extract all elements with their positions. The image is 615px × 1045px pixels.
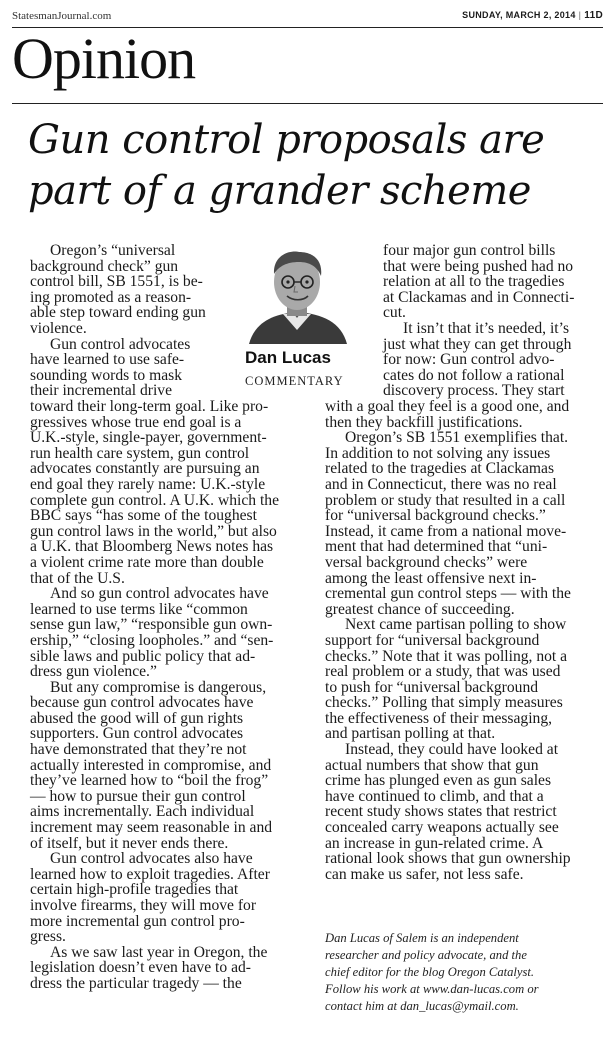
issue-date: SUNDAY, MARCH 2, 2014 (462, 10, 576, 20)
article-line: because gun control advocates have (30, 694, 254, 712)
article-line: learned to use terms like “common (30, 600, 248, 618)
article-line: that of the U.S. (30, 569, 125, 587)
article-line: the effectiveness of their messaging, (325, 709, 553, 727)
article-line: recent study shows states that restrict (325, 803, 557, 821)
article-line: increment may seem reasonable in and (30, 819, 273, 837)
article-line: toward their long-term goal. Like pro- (30, 398, 269, 415)
article-column-left (30, 399, 318, 992)
article-line: real problem or a study, that was used (325, 663, 561, 681)
article-line: BBC says “has some of the toughest (30, 507, 257, 525)
article-line: actual numbers that show that gun (325, 756, 539, 774)
headline-line-1: Gun control proposals are (28, 117, 545, 163)
article-line: able step toward ending gun (30, 304, 206, 322)
article-line: of itself, but it never ends there. (30, 834, 229, 852)
article-line: dress gun violence.” (30, 663, 157, 681)
bio-line: Dan Lucas of Salem is an independent (325, 931, 519, 945)
article-line: a violent crime rate more than double (30, 553, 264, 571)
article-line: And so gun control advocates have (50, 585, 269, 603)
article-line: certain high-profile tragedies that (30, 881, 239, 899)
bio-line: chief editor for the blog Oregon Catalyst. (325, 965, 535, 979)
article-line: checks.” Note that it was polling, not a (325, 647, 568, 665)
article-line: their incremental drive (30, 382, 173, 400)
article-line: cates do not follow a rational (383, 366, 565, 384)
article-line: supporters. Gun control advocates (30, 725, 244, 743)
article-line: versal background checks” were (325, 553, 528, 571)
bio-line: researcher and policy advocate, and the (325, 948, 527, 962)
article-line: just what they can get through (383, 335, 572, 353)
article-line: Instead, it came from a national move- (325, 522, 567, 540)
dateline (462, 10, 603, 21)
section-title: Opinion (12, 26, 196, 91)
article-line: Next came partisan polling to show (345, 616, 567, 634)
article-line: Oregon’s SB 1551 exemplifies that. (345, 429, 569, 447)
article-line: rational look shows that gun ownership (325, 850, 571, 868)
article-line: to push for “universal background (325, 678, 539, 696)
article-line: related to the tragedies at Clackamas (325, 460, 555, 478)
article-line: Gun control advocates (50, 335, 191, 353)
article-line: violence. (30, 319, 87, 337)
article-line: cut. (383, 304, 406, 322)
article-line: then they backfill justifications. (325, 413, 523, 431)
masthead (12, 10, 603, 26)
headline-line-2: part of a grander scheme (28, 168, 531, 214)
article-line: four major gun control bills (383, 242, 556, 259)
article-line: dress the particular tragedy — the (30, 974, 242, 992)
article-line: cremental gun control steps — with the (325, 585, 571, 603)
article-line: But any compromise is dangerous, (50, 678, 267, 696)
article-line: checks.” Polling that simply measures (325, 694, 563, 712)
article-line: actually interested in compromise, and (30, 756, 272, 774)
author-name: Dan Lucas (245, 348, 331, 367)
article-line: have demonstrated that they’re not (30, 741, 247, 759)
article-line: legislation doesn’t even have to ad- (30, 959, 251, 977)
article-column-right (325, 399, 610, 882)
article-line: sounding words to mask (30, 366, 183, 384)
article-line: problem or study that resulted in a call (325, 491, 566, 509)
article-line: gress. (30, 928, 66, 946)
article-line: background check” gun (30, 257, 179, 275)
article-line: and partisan polling at that. (325, 725, 496, 743)
article-line: As we saw last year in Oregon, the (50, 943, 268, 961)
article-line: Oregon’s “universal (50, 242, 176, 259)
article-line: advocates constantly are pursuing an (30, 460, 260, 478)
article-line: an increase in gun-related crime. A (325, 834, 544, 852)
article-line: sense gun law,” “responsible gun own- (30, 616, 273, 634)
author-photo (243, 244, 351, 344)
author-bio (325, 930, 605, 1015)
article-line: more incremental gun control pro- (30, 912, 245, 930)
article-line: run health care system, gun control (30, 444, 250, 462)
bio-line: contact him at dan_lucas@ymail.com. (325, 999, 519, 1013)
page-number: 11D (584, 10, 603, 21)
article-line: ment that had determined that “uni- (325, 538, 548, 556)
article-line: involve firearms, they will move for (30, 897, 257, 914)
headline (28, 115, 598, 217)
article-line: that were being pushed had no (383, 257, 574, 275)
article-line: gressives whose true end goal is a (30, 413, 242, 431)
article-line: ing promoted as a reason- (30, 288, 192, 306)
article-line: and in Connecticut, there was no real (325, 475, 557, 493)
article-line: In addition to not solving any issues (325, 444, 551, 462)
article-line: abused the good will of gun rights (30, 709, 244, 727)
author-role: COMMENTARY (245, 374, 344, 388)
article-line: for now: Gun control advo- (383, 351, 555, 369)
article-line: It isn’t that it’s needed, it’s (403, 319, 570, 337)
article-line: discovery process. They start (383, 382, 565, 400)
article-line: have continued to climb, and that a (325, 787, 544, 805)
article-line: for “universal background checks.” (325, 507, 546, 525)
article-line: sible laws and public policy that ad- (30, 647, 256, 665)
article-line: a U.K. that Bloomberg News notes has (30, 538, 274, 556)
article-line: control bill, SB 1551, is be- (30, 273, 203, 291)
article-column-left-top (30, 243, 240, 399)
author-portrait-icon (243, 244, 351, 344)
site-name: StatesmanJournal.com (12, 10, 112, 22)
article-line: support for “universal background (325, 631, 540, 649)
article-line: at Clackamas and in Connecti- (383, 288, 575, 306)
section-rule (12, 103, 603, 104)
article-line: can make us safer, not less safe. (325, 865, 524, 883)
article-column-right-top (383, 243, 605, 399)
article-line: ership,” “closing loopholes.” and “sen- (30, 631, 274, 649)
article-line: with a goal they feel is a good one, and (325, 398, 570, 415)
bio-line: Follow his work at www.dan-lucas.com or (325, 982, 539, 996)
article-line: aims incrementally. Each individual (30, 803, 255, 821)
article-line: concealed carry weapons actually see (325, 819, 559, 837)
article-line: — how to pursue their gun control (30, 787, 246, 805)
article-line: Instead, they could have looked at (345, 741, 559, 759)
article-line: gun control laws in the world,” but also (30, 522, 277, 540)
article-line: Gun control advocates also have (50, 850, 253, 868)
dateline-separator: | (578, 10, 582, 20)
article-line: among the least offensive next in- (325, 569, 537, 587)
article-line: greatest chance of succeeding. (325, 600, 515, 618)
article-line: relation at all to the tragedies (383, 273, 565, 291)
article-line: they’ve learned how to “boil the frog” (30, 772, 269, 790)
article-line: learned how to exploit tragedies. After (30, 865, 270, 883)
article-line: U.K.-style, single-payer, government- (30, 429, 267, 447)
article-line: have learned to use safe- (30, 351, 185, 369)
article-line: complete gun control. A U.K. which the (30, 491, 280, 509)
article-line: end goal they rarely name: U.K.-style (30, 475, 266, 493)
article-line: crime has plunged even as gun sales (325, 772, 552, 790)
